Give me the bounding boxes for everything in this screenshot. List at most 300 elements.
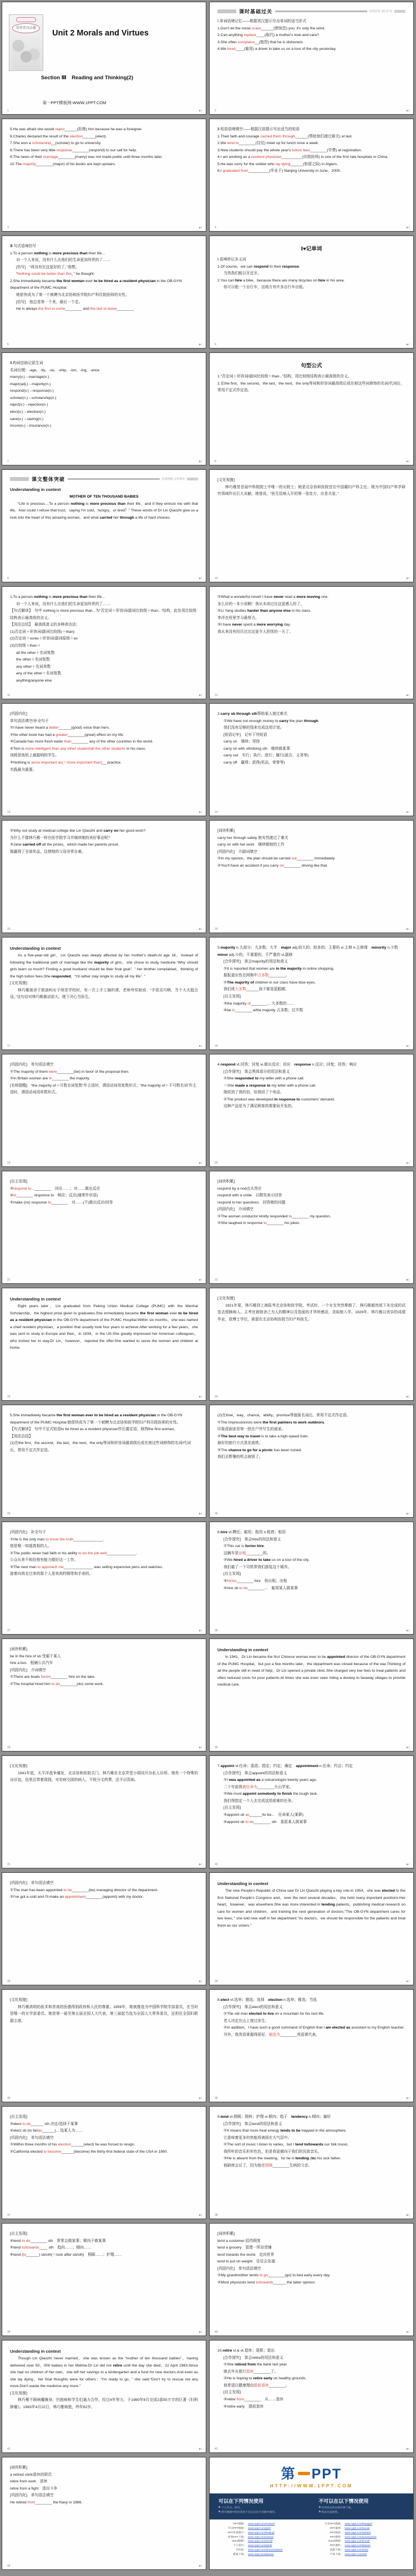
banner-rule-icon <box>275 11 367 12</box>
answer-text: to <box>23 2252 27 2257</box>
slide-line: Understanding in context <box>217 1647 268 1652</box>
link-url[interactable]: www.1ppt.com/powerpoint/ <box>344 2536 377 2539</box>
section-banner <box>10 475 198 483</box>
next-slide-icon: ▶| <box>406 226 409 229</box>
bold-text: tending <box>295 2157 310 2161</box>
bold-text: the first woman <box>56 279 85 283</box>
slide-line: In 1941，Dr Lin became the first Chinese woman ever to be appointed director of the OB-GYN department of the PUMC Hospital，but just a few months later，the department was closed because of the war.Thinking of all the people still in need of help，Dr Lin opened a private clinic.She charged very low fees to treat patients and often reduced costs for poor patients.At times she was even seen riding a donkey to faraway villages to provide medical care. <box>217 1655 405 1687</box>
answer-text: in <box>49 1077 52 1081</box>
slide-1 <box>2 2 206 115</box>
slide-line: scholar(n.)→scholarship(n.) <box>10 396 57 400</box>
slide-line: ①Within three months of his election______(elect) he was forced to resign. <box>10 2143 135 2147</box>
slide-line: 林巧稚是首届中科院院士中唯一的女院士；她是北京协和医院首位中国籍妇产科主任；她为中国妇产科学研究领域作出巨大贡献。她曾说，“医生给病人开的第一张处方，应是关爱。” <box>217 485 405 496</box>
slide-line: Understanding in context <box>10 2349 61 2354</box>
slide-line: 【用法总结】 <box>10 1434 33 1438</box>
slide-line: carry off 赢得；获得(奖品、荣誉等) <box>224 760 285 765</box>
slide-line: [仿写] “再没有比这更好的了。”他想。 <box>16 265 79 269</box>
bold-text: majority <box>94 960 109 965</box>
page-number: 38 <box>215 2214 218 2217</box>
bold-text: elected <box>382 1889 395 1893</box>
slide-line: 1.To a person nothing is more precious than their life... <box>10 251 105 255</box>
answer-text: response <box>56 148 72 152</box>
link-url[interactable]: www.1ppt.com/hangye/ <box>344 2523 373 2526</box>
answer-text: greater <box>55 733 68 737</box>
slide-line: [巩固内化] 介副词填空 <box>217 849 257 854</box>
link-label: PPT图表： <box>329 2531 343 2534</box>
slide-line: ＝She made a response to my letter with a phone call. <box>224 1083 316 1088</box>
page-number: 34 <box>215 1980 218 1983</box>
slide-line: ②The best way to travel is to take a high-speed train. <box>217 1434 309 1438</box>
answer-text: tuition fees <box>292 148 311 152</box>
slide-line: 为什么不像林巧稚一样在医学院学习并继续她的美好事业呢？ <box>10 836 112 840</box>
slide-line: carry out 实行；执行；进行；履行(诺言、义务等) <box>224 754 309 758</box>
slide-line: He is always the first to come________ and the last to leave________. <box>16 307 135 311</box>
slide-line: tend to put on weight 往往会发福 <box>217 2260 275 2264</box>
answer-text: to approach me <box>37 1565 64 1569</box>
page-number: 12 <box>215 694 218 697</box>
link-url[interactable]: www.1ppt.com/jianli/ <box>248 2544 272 2548</box>
slide-line: 【句式解读】 句中 nothing is more precious than...为“否定词＋形容词/副词比较级＋than...”结构，此处用比较级结构表示最高级的含义。 <box>10 609 197 620</box>
slide-line: ②He is hoping to retire early on healthy grounds. <box>224 2377 307 2381</box>
answer-text: scholarship <box>32 141 52 146</box>
answer-text: carried them through <box>260 134 296 139</box>
answer-text: as <box>245 1812 250 1817</box>
slide-line: 1.Of course，we can respond to their response. <box>217 264 300 269</box>
book-cover-image <box>9 14 43 71</box>
answer-text: to do <box>22 2239 31 2243</box>
link-row <box>217 2531 309 2536</box>
links-column <box>314 2522 406 2557</box>
slide-line: 林巧稚不顾病魔缠身，仍抱病和学生们通力合作，经过4年努力，于1980年8月完成1部50万字的巨著《妇科肿瘤》。1983年4月22日，林巧稚病逝，终年82岁。 <box>10 2398 198 2409</box>
slide-line: 【句式解读】 句中不定式短语to be hired as a resident physician作后置定语，修饰the first woman。 <box>10 1427 178 1432</box>
answer-text: majority <box>23 162 36 166</box>
slide-line: 最好的旅行方式是坐高铁。 <box>217 1441 263 1446</box>
bold-text: more moving <box>296 595 321 599</box>
slide-line: [巩固内化] 单句语法填空 <box>217 2266 261 2271</box>
slide-line: [词块积累] <box>10 2466 27 2470</box>
link-label: Word模板： <box>232 2540 246 2543</box>
slide-27 <box>2 1522 206 1635</box>
bold-text: through <box>120 515 134 520</box>
slide-line: 10.retire vi.& vt.退休；退职；退出 <box>217 2349 275 2353</box>
page-number: 43 <box>7 2564 11 2568</box>
bold-text: respond <box>253 264 269 269</box>
bold-text: to be hired as a resident physician <box>10 1311 198 1323</box>
bold-text: The best way to travel <box>221 1434 261 1438</box>
slide-2 <box>209 2 414 115</box>
slide-30 <box>209 1638 414 1752</box>
link-row <box>314 2544 406 2548</box>
link-row <box>217 2544 309 2548</box>
bold-text: carried off <box>22 843 41 847</box>
next-slide-icon: ▶| <box>199 1980 202 1983</box>
answer-text: to do <box>245 1820 254 1824</box>
slide-line: ④be in________ a/the majority 占多数；过半数 <box>224 1008 303 1013</box>
slide-line: 7.She won a scholarship__(scholar) to go to university. <box>10 141 102 146</box>
link-url[interactable]: www.1ppt.com/shouchaobao/ <box>248 2548 283 2552</box>
slide-line: [自主发现] <box>10 1180 27 1184</box>
slide-4 <box>209 119 414 232</box>
slide-line: 8.There has been very little response________(respond) to our call for help. <box>10 148 137 152</box>
slide-line: 8.elect vt.选举；推选；选择 election n.选举；推选；当选 <box>217 1998 317 2002</box>
slide-line: ③the majority of________... 大多数的…… <box>224 1001 295 1006</box>
next-slide-icon: ▶| <box>199 2447 202 2451</box>
usage-title: 可以在下列情况使用 <box>219 2498 264 2504</box>
slide-line: carry on 继续；坚持 <box>224 740 260 744</box>
link-row <box>314 2539 406 2544</box>
answer-text: to <box>288 1214 292 1218</box>
answer-text: 大多数 <box>235 987 246 992</box>
slide-line: 5.She immediately became the first woman ever to be hired as a resident physician in the OB-GYN department of the PUMC Hospital.她很快成为了第一个被聘为北京协和医学院妇产科住院医师的女性。 <box>10 1414 182 1425</box>
bold-text: hire <box>235 278 242 283</box>
next-slide-icon: ▶| <box>406 1395 409 1399</box>
bold-text: chance to go for a picnic <box>228 1448 273 1452</box>
answer-text: to/towards <box>256 2280 273 2285</box>
slide-line: [巩固内化] <box>10 712 27 716</box>
slide-24 <box>209 1288 414 1401</box>
page-number: 37 <box>7 2214 11 2217</box>
slide-line: ③retire from________ 从……退休 <box>224 2397 284 2401</box>
link-url[interactable]: www.1ppt.com/word/ <box>248 2540 273 2543</box>
page-number: 16 <box>215 928 218 931</box>
answer-text: 照顾 <box>265 2163 273 2168</box>
slide-line: ②Li Yang studies harder than anyone else in his class. <box>217 609 312 613</box>
answer-text: respond to... <box>13 1186 34 1191</box>
slide-line: 【用法总结】 最高级意义的多种表达法： <box>10 623 80 627</box>
slide-line: 她很快成为了第一个被聘为北京协和医学院妇产科住院医师的女性。 <box>16 293 129 297</box>
link-url[interactable]: www.1ppt.com/beijing/ <box>248 2531 275 2534</box>
slide-line: ①We have not enough money to carry the plan through. <box>224 719 319 723</box>
slide-line: 印象派画家是第一批在户外写生的画家。 <box>217 1427 286 1432</box>
banner-rule-icon <box>68 478 160 480</box>
page-number: 20 <box>215 1161 218 1165</box>
slide-line: ④in________ response to 响应；反应(通常作状语) <box>10 1194 98 1198</box>
section-banner <box>217 8 405 15</box>
bold-text: tendency <box>291 2115 308 2119</box>
slide-line: [自主发现] <box>224 2390 241 2395</box>
link-label: 教案下载： <box>233 2553 246 2556</box>
slide-5 <box>2 235 206 349</box>
bold-text: in the majority <box>276 966 302 971</box>
slide-line: 我们没有足够的钱来完成这项计划。 <box>224 726 284 730</box>
slide-line: Though Lin Qiaozhi never married，she was known as the “mother of ten thousand babies”，having delivered over 50，000 babies in her lifetime.Dr Lin did not retire until the day she died，22 April 1983.Since she had no children of her own，she left her savings to a kindergarten and a fund for new doctors.And even as she lay dying，her final thoughts were for others：“I'm ready to go，” she said.“Don't try to rescue me any more.Don't waste the medicine any more.” <box>10 2357 198 2389</box>
slide-line: ②The sort of music I listen to varies，but I tend to/towards our folk music. <box>224 2143 349 2147</box>
bold-text: retire <box>222 2349 232 2353</box>
link-url[interactable]: www.1ppt.com/ziti/ <box>344 2553 367 2556</box>
bold-text: majority <box>220 946 236 950</box>
template-site-footer: 第一PPT模板网-WWW.1PPT.COM <box>42 100 106 105</box>
link-row <box>217 2548 309 2553</box>
bold-text: nothing <box>34 595 48 599</box>
slide-line: 2.carry sb through sth帮助某人渡过难关 <box>217 712 288 716</box>
slide-line: [合作探究] 体会majority的用法和意义 <box>224 960 288 964</box>
slide-7 <box>2 352 206 465</box>
next-slide-icon: ▶| <box>406 694 409 697</box>
answer-text: the first to come <box>38 307 65 311</box>
slide-line: the other＋名词复数 <box>16 658 50 662</box>
slide-line: respond with a smile 以微笑表示回答 <box>217 1194 282 1198</box>
slide-line: 你可以租一个自行车，这地方有许多自行车出租。 <box>224 285 307 290</box>
next-slide-icon: ▶| <box>406 1980 409 1983</box>
page-number: 41 <box>7 2447 11 2451</box>
slide-line: marry(v.)→marriage(n.) <box>10 375 49 380</box>
slide-32 <box>209 1755 414 1868</box>
next-slide-icon: ▶| <box>406 577 409 580</box>
first-ppt-logo: 第 PPT <box>281 2466 342 2482</box>
link-url[interactable]: www.1ppt.com/kejian/ <box>344 2544 371 2548</box>
link-url[interactable]: www.1ppt.com/excel/ <box>344 2540 370 2543</box>
slide-line: 2.You can hire a bike，because there are many bicycles on hire in his area. <box>217 278 345 283</box>
bold-text: retire early <box>253 2377 273 2381</box>
link-label: PPT教程： <box>329 2536 343 2539</box>
slide-line: any of the other＋名词复数 <box>16 672 62 676</box>
slide-line: [自主发现] <box>224 1806 241 1810</box>
slide-line: ②California elected to become______(become) the thirty-first federal state of the USA in 1850. <box>10 2149 168 2154</box>
slide-line: (2)在time，way，chance，ability，promise等抽象名词后，常用不定式作定语。 <box>217 1414 351 1417</box>
answer-text: election <box>58 2143 71 2147</box>
bold-text: tending <box>321 1903 335 1907</box>
slide-line: 公众从来不相信他有能力做好这一工作。 <box>10 1558 78 1563</box>
next-slide-icon: ▶| <box>406 2331 409 2334</box>
bold-text: more precious than <box>90 501 126 506</box>
slide-line: [词块积累] <box>10 1647 27 1651</box>
slide-44 <box>209 2457 414 2570</box>
slide-line: 她去年从银行退休________了。 <box>224 2369 278 2374</box>
slide-line: [自主发现] <box>224 994 241 998</box>
page-number: 8 <box>215 460 216 463</box>
page-number: 24 <box>215 1395 218 1399</box>
answer-text: lay dying <box>275 162 291 166</box>
next-slide-icon: ▶| <box>406 1863 409 1866</box>
slide-17 <box>2 937 206 1050</box>
slide-16 <box>209 820 414 933</box>
bold-text: minority <box>371 946 387 950</box>
slide-line: ①The man has been appointed to be________(be) managing director of the department. <box>10 1888 159 1892</box>
slide-line: ②The product was developed in response to customers' demand. <box>224 1097 335 1102</box>
page-number: 29 <box>7 1746 11 1749</box>
slide-line: ②We hired a driver to take us on a tour of the city. <box>224 1558 310 1563</box>
page-number: 31 <box>7 1863 11 1866</box>
slide-line: ①She responded to my letter with a phone call. <box>224 1077 305 1081</box>
link-row <box>314 2527 406 2531</box>
link-url[interactable]: www.1ppt.com/xiazai/ <box>248 2536 274 2539</box>
slide-line: ①In my opinion，the plan should be carried out________ immediately. <box>217 857 336 861</box>
bold-text: for/on hire <box>245 1544 264 1549</box>
next-slide-icon: ▶| <box>406 1512 409 1515</box>
slide-line: 这辆车是出租________的。 <box>224 1551 271 1555</box>
slide-line: 简赢得了全部奖品，这使她的父母非常自豪。 <box>10 849 85 854</box>
page-number: 28 <box>215 1629 218 1632</box>
link-label: 字体下载： <box>329 2553 343 2556</box>
slide-line: [自主发现] <box>10 2115 27 2119</box>
slide-29 <box>2 1638 206 1752</box>
bold-text: tend to/towards <box>295 2143 323 2147</box>
slide-9 <box>2 469 206 582</box>
slide-8 <box>209 352 414 465</box>
next-slide-icon: ▶| <box>406 2097 409 2100</box>
slide-line: [自主发现] <box>224 1572 241 1576</box>
link-label: 节日PPT模板： <box>227 2527 246 2531</box>
slide-43 <box>2 2457 206 2570</box>
answer-text: than <box>64 740 72 744</box>
slide-line: 汤姆是他班上最聪明的学生。 <box>10 754 59 758</box>
answer-text: Nothing could be better than this <box>17 272 72 276</box>
slide-line: 接着向我走过来的那个人是卖高档钢笔和手表的。 <box>10 1572 93 1576</box>
slide-line: tend a grocery 管理一所杂货铺 <box>217 2246 272 2250</box>
page-number: 21 <box>7 1278 11 1282</box>
slide-35 <box>2 1989 206 2102</box>
slide-line: ④Tom is more intelligent than any other student/all the other students in his class. <box>10 746 146 751</box>
page-number: 6 <box>215 343 216 346</box>
link-url[interactable]: www.1ppt.com/jieri/ <box>248 2527 271 2531</box>
bold-text: retire <box>113 2363 123 2368</box>
bold-text: the first woman <box>140 1311 169 1315</box>
slide-line: 我从来没有经历过比这更令人担忧的一天了。 <box>217 629 293 634</box>
answer-text: out <box>291 857 297 861</box>
slide-line: [合作探究] 体会appoint的用法和意义 <box>224 1771 287 1775</box>
slide-line: [文化视窗] <box>217 478 235 482</box>
slide-line: ②In addition，I have such a good command of English that I am elected as assistant to my English teacher. <box>224 2026 405 2030</box>
slide-line: 6.Charles declared the result of the election______(elect). <box>10 134 107 139</box>
next-slide-icon: ▶| <box>406 1746 409 1749</box>
link-row <box>217 2536 309 2540</box>
slide-line: 4.We hired____(雇用) a driver to take us on a tour of the city yesterday. <box>217 47 337 52</box>
slide-line: “Nothing could be better than this，” he thought. <box>16 272 95 276</box>
link-row <box>217 2539 309 2544</box>
slide-line: [文化视窗] <box>10 981 27 986</box>
slide-26 <box>209 1405 414 1518</box>
link-url[interactable]: www.1ppt.com/tubiao/ <box>344 2531 371 2534</box>
bold-text: never <box>232 623 242 627</box>
slide-23 <box>2 1288 206 1401</box>
answer-text: as <box>38 2129 42 2133</box>
slide-line: ②Why not study at medical college like Lin Qiaozhi and carry on her good work? <box>10 829 146 833</box>
slide-line: [合作探究] 体会黑体部分的用法和意义 <box>224 1069 290 1074</box>
link-row <box>314 2553 406 2557</box>
slide-center-title: Ⅰ♥记单词 <box>301 246 322 252</box>
slide-line: ①What a wonderful novel! I have never read a more moving one. <box>217 595 329 599</box>
bold-text: appoint somebody to finish <box>242 1792 292 1796</box>
slide-line: [词块积累] <box>217 1180 235 1184</box>
slide-line: 林巧稚就读于鼓浪屿女子师范学校时，有一次上手工编织课，老师夸奖她说：“手很灵巧啊，当个大夫挺合适。”这句话对林巧稚震动很大，她下决心当医生。 <box>10 988 198 1000</box>
bold-text: appointed <box>327 1655 346 1660</box>
slide-line: ②We must appoint somebody to finish the tough task. <box>224 1792 318 1796</box>
slide-line: [巩固内化] 单句语法填空 <box>10 1881 54 1885</box>
slide-line: Ⅱ.构词法助记派生词 <box>10 361 43 365</box>
slide-line: 我们班大多数______孩子都是蓝眼睛。 <box>224 987 289 992</box>
bold-text: elected to live <box>248 2012 274 2016</box>
next-slide-icon: ▶| <box>406 811 409 814</box>
usage-item: 个人学习、研究。 <box>219 2506 305 2511</box>
bold-text: The majority of <box>227 980 254 985</box>
page-number: 36 <box>215 2097 218 2100</box>
slide-line: ①The woman conductor kindly responded to________ my question. <box>217 1214 331 1218</box>
answer-text: tend to <box>227 141 239 146</box>
slide-34 <box>209 1872 414 1985</box>
slide-33 <box>2 1872 206 1985</box>
link-label: 行业PPT模板： <box>324 2523 343 2526</box>
answer-text: to/towards <box>22 2246 39 2250</box>
slide-line: ④tend to do________ sth 常常会做某事；倾向于做某事 <box>10 2239 106 2243</box>
slide-line: [巩固内化] 介词填空 <box>10 1668 46 1672</box>
slide-line: 5.He was afraid she would reject______(拒绝) him because he was a foreigner. <box>10 127 143 131</box>
link-row <box>314 2522 406 2527</box>
answer-text: 退休 <box>246 2369 254 2374</box>
slide-38 <box>209 2106 414 2219</box>
link-url[interactable]: www.1ppt.com/moban/ <box>248 2523 275 2526</box>
slide-line: 2.She immediately became the first woman ever to be hired as a resident physician in the OB-GYN department of the PUMC Hospital. <box>10 279 182 290</box>
page-number: 22 <box>215 1278 218 1282</box>
slide-line: 1.“否定词＋形容词/副词比较级＋than...”结构，用比较级结构表示最高级的含义。 <box>217 375 352 378</box>
slide-line: 老人决定在山上度过余生。 <box>224 2019 269 2023</box>
slide-line: [文化视窗] <box>10 2391 27 2395</box>
slide-line: [合作探究] 体会elect的用法和意义 <box>224 2005 283 2009</box>
slide-line <box>10 494 198 501</box>
slide-line: [名师提醒] “the majority of＋可数名词复数”作主语时，谓语动词用复数形式；“the majority of＋不可数名词”作主语时，谓语动词用单数形式。 <box>10 1083 197 1095</box>
link-row <box>314 2548 406 2553</box>
page-number: 19 <box>7 1161 11 1165</box>
page-number: 17 <box>7 1044 11 1048</box>
usage-allowed-panel <box>219 2497 305 2515</box>
slide-line: Ⅲ.句式语境仿写 <box>10 244 37 248</box>
slide-21 <box>2 1171 206 1284</box>
usage-title: 不可以在以下情况使用 <box>318 2498 369 2504</box>
answer-text: 出租 <box>239 1551 246 1555</box>
link-url[interactable]: www.1ppt.com/sucai/ <box>344 2527 370 2531</box>
answer-text: from <box>27 2500 35 2505</box>
answer-text: hired <box>227 47 236 52</box>
page-number: 42 <box>215 2447 218 2451</box>
answer-text: better <box>49 726 59 730</box>
slide-line: Understanding in context <box>10 1297 61 1302</box>
slide-line: 1941年底，太平洋战争爆发，北京协和医院关门。林巧稚在北京弄堂小胡同开办私人诊所。她有一个特殊的出诊包，包里总带着现钱，对贫病交困的病人，不收分文药费，还予以资助。 <box>10 1771 198 1783</box>
link-label: PPT背景图片： <box>227 2531 246 2534</box>
page-number: 2 <box>215 109 216 112</box>
link-url[interactable]: www.1ppt.com/jiaoan/ <box>248 2553 274 2556</box>
answer-text: for/on <box>227 1579 237 1583</box>
slide-line: 对一个人来说，没有什么比他们的生命更加珍贵的了…… <box>16 602 110 606</box>
slide-line: ①It means that more heat energy tends to be trapped in the atmosphere. <box>224 2129 347 2133</box>
slide-line: [合作探究] 体会hire的用法和意义 <box>224 1537 281 1541</box>
bold-text: more precious than <box>52 595 88 599</box>
slide-22 <box>209 1171 414 1284</box>
unit-title: Unit 2 Morals and Virtues <box>52 29 149 38</box>
slide-line: ③appoint sb as______/to be... 任命某人(某职) <box>224 1812 304 1817</box>
slide-line: 9.The news of their marriage________(marry) was not made public until three months later. <box>10 155 163 160</box>
slide-14 <box>209 703 414 816</box>
slide-line: 2.We tend to________(往往) meet up for lunch once a week. <box>217 141 319 146</box>
link-url[interactable]: www.1ppt.com/shiti/ <box>344 2548 368 2552</box>
slide-line: ①My grandmother tends to go________(go) to bed early every day. <box>217 2273 331 2278</box>
slide-line: 1921年夏，林巧稚到上海报考北京协和医学院。考试时，一个女友突然晕倒了，林巧稚毅然放下未完成的试卷去照顾病人。主考官被她舍己为人的精神以及卷面的才华所感动，录取她入学。1929年，林巧稚以优异的成绩毕业，获博士学位，被留在北京协和医院当妇产科医生。 <box>217 1303 405 1322</box>
bold-text: was appointed as <box>229 1778 261 1783</box>
next-slide-icon: ▶| <box>199 343 202 346</box>
next-slide-icon: ▶| <box>199 2097 202 2100</box>
next-slide-icon: ▶| <box>406 1278 409 1282</box>
logo-dash-icon <box>298 2472 310 2475</box>
slide-line: ②The hospital hired him to do________(do) some work. <box>10 1682 104 1686</box>
slide-line: [巩固内化] 介词填空 <box>217 1207 253 1212</box>
cover-title-label: 培养优良品德 <box>12 23 40 33</box>
slide-line: [合作探究] 体会retire的用法和意义 <box>224 2355 283 2360</box>
answer-text: from <box>236 2397 245 2401</box>
banner-title: 课时基础过关 <box>239 9 273 14</box>
bold-text: nothing <box>70 501 85 506</box>
section-subtitle: Section Ⅲ Reading and Thinking(2) <box>40 75 134 81</box>
slide-36 <box>209 1989 414 2102</box>
page-number: 13 <box>7 811 11 814</box>
slide-line: ①This car is for/on hire. <box>224 1544 265 1549</box>
